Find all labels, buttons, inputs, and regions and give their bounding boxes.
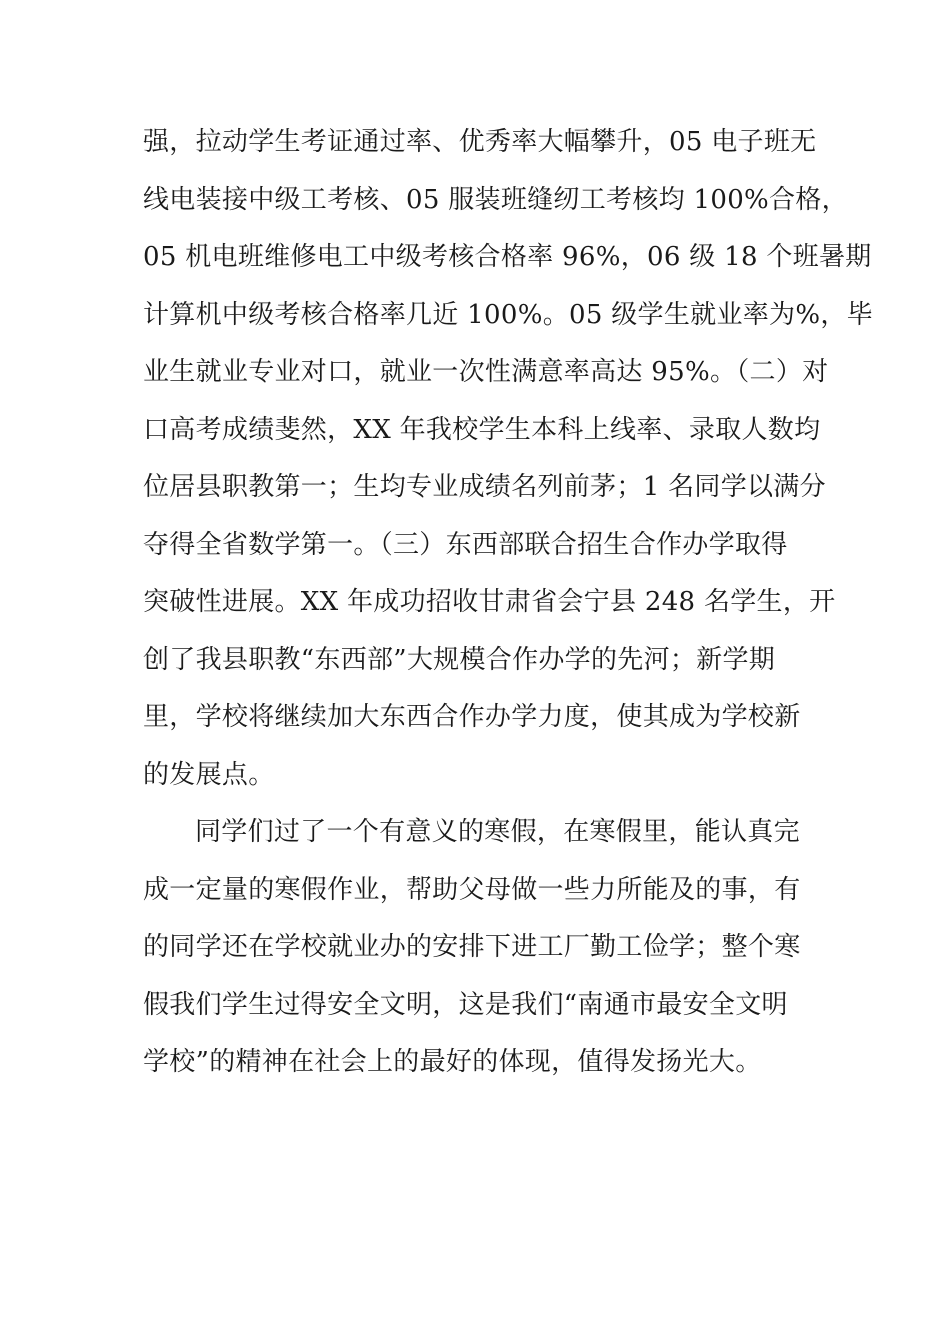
paragraph-line: 业生就业专业对口，就业一次性满意率高达 95%。（二）对 <box>143 357 829 387</box>
paragraph-line: 假我们学生过得安全文明，这是我们“南通市最安全文明 <box>143 989 788 1020</box>
paragraph-line: 学校”的精神在社会上的最好的体现，值得发扬光大。 <box>143 1047 762 1077</box>
paragraph-line: 口高考成绩斐然，XX 年我校学生本科上线率、录取人数均 <box>143 414 821 445</box>
paragraph-line: 创了我县职教“东西部”大规模合作办学的先河；新学期 <box>143 644 776 675</box>
paragraph-line: 突破性进展。XX 年成功招收甘肃省会宁县 248 名学生，开 <box>143 587 836 617</box>
paragraph-line: 05 机电班维修电工中级考核合格率 96%，06 级 18 个班暑期 <box>143 242 872 272</box>
paragraph-line: 线电装接中级工考核、05 服装班缝纫工考核均 100%合格， <box>143 184 848 215</box>
paragraph-line: 成一定量的寒假作业，帮助父母做一些力所能及的事，有 <box>143 874 801 905</box>
paragraph-line: 里，学校将继续加大东西合作办学力度，使其成为学校新 <box>143 702 801 732</box>
paragraph-line: 夺得全省数学第一。（三）东西部联合招生合作办学取得 <box>143 529 788 560</box>
paragraph-line: 强，拉动学生考证通过率、优秀率大幅攀升，05 电子班无 <box>143 127 817 157</box>
paragraph-line: 计算机中级考核合格率几近 100%。05 级学生就业率为%，毕 <box>143 299 873 330</box>
paragraph-line: 位居县职教第一；生均专业成绩名列前茅；1 名同学以满分 <box>143 472 826 502</box>
paragraph-line: 的发展点。 <box>143 759 275 790</box>
paragraph-line: 的同学还在学校就业办的安排下进工厂勤工俭学；整个寒 <box>143 932 801 962</box>
paragraph-line: 同学们过了一个有意义的寒假，在寒假里，能认真完 <box>195 817 800 847</box>
